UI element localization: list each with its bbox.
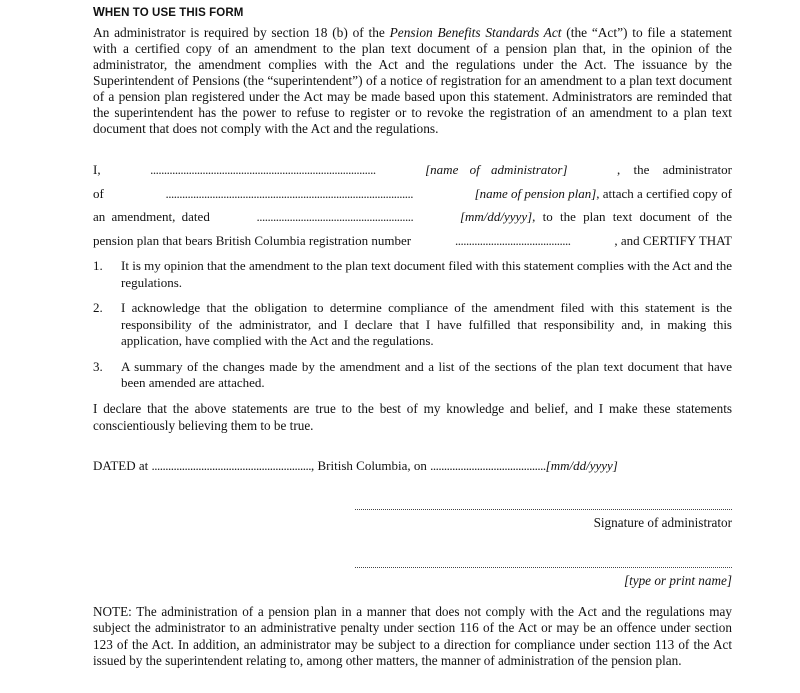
list-item: 2. I acknowledge that the obligation to determine compliance of the amendment filed with this statement is the responsibility of the administrator, and I declare that I have fulfilled that responsibility and, in making this application, have complied with the Act and the regulations. [93, 300, 732, 348]
declaration-paragraph: I declare that the above statements are true to the best of my knowledge and belief, and I make these statements conscientiously believing them to be true. [93, 401, 732, 433]
amendment-date-field[interactable]: ......................................................... [256, 209, 414, 224]
administrator-name-line: I, .................................................................................. [name of administrator] , the administrator [93, 162, 732, 177]
certification-list [93, 258, 732, 401]
printed-name-field[interactable] [355, 566, 732, 568]
act-name: Pension Benefits Standards Act [389, 25, 562, 40]
dated-location-field[interactable]: .......................................................... [151, 458, 311, 473]
intro-paragraph: An administrator is required by section 18 (b) of the Pension Benefits Standards Act (the “Act”) to file a statement with a certified copy of an amendment to the plan text document of a pension plan that, in the opinion of the administrator, the amendment complies with the Act and the regulations under the Act. The issuance by the Superintendent of Pensions (the “superintendent”) of a notice of registration for an amendment to a plan text document of a pension plan registered under the Act may be made based upon this statement. Administrators are reminded that the superintendent has the power to refuse to register or to revoke the registration of an amendment to a plan text document that does not comply with the Act and the regulations. [93, 25, 732, 136]
registration-number-line: pension plan that bears British Columbia registration number .......................................... , and CERTIFY THAT [93, 233, 732, 248]
list-item: 1. It is my opinion that the amendment to the plan text document filed with this statement complies with the Act and the regulations. [93, 258, 732, 290]
dated-line: DATED at .........................................................., British Columbia, on ..........................................[mm/dd/yyyy] [93, 458, 618, 473]
signature-label: Signature of administrator [593, 515, 732, 530]
list-item: 3. A summary of the changes made by the amendment and a list of the sections of the plan text document that have been amended are attached. [93, 358, 732, 390]
signature-field[interactable] [355, 508, 732, 510]
dated-date-field[interactable]: .......................................... [430, 458, 546, 473]
pension-plan-name-field[interactable]: .......................................................................................... [165, 186, 413, 201]
pension-plan-name-line: of .......................................................................................... [name of pension plan], attach a certified copy of [93, 186, 732, 201]
printed-name-label: [type or print name] [623, 573, 732, 588]
administrator-name-field[interactable]: .................................................................................. [150, 162, 376, 177]
registration-number-field[interactable]: .......................................... [454, 233, 571, 248]
note-paragraph: NOTE: The administration of a pension plan in a manner that does not comply with the Act and the regulations may subject the administrator to an administrative penalty under section 116 of the Act or may be an offence under section 123 of the Act. In addition, an administrator may be subject to a direction for compliance under section 113 of the Act issued by the superintendent relating to, among other matters, the manner of administration of the pension plan. [93, 604, 732, 669]
section-heading: WHEN TO USE THIS FORM [93, 5, 244, 19]
amendment-date-line: an amendment, dated ......................................................... [mm/dd/yyyy], to the plan text document of the [93, 209, 732, 224]
